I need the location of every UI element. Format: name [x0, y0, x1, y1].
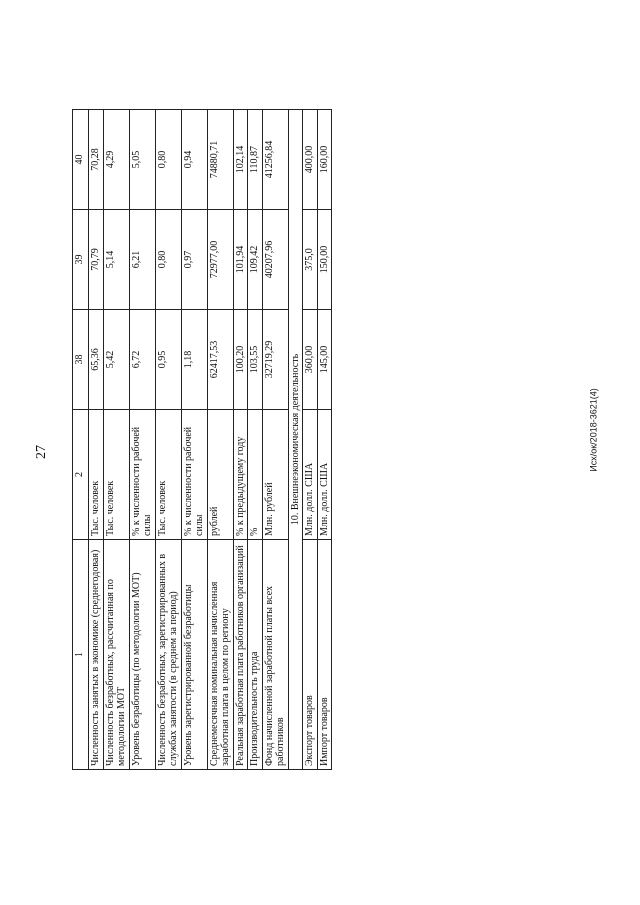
value-39: 101,94 — [233, 210, 248, 310]
indicator-name: Экспорт товаров — [303, 540, 318, 770]
value-40: 400,00 — [303, 110, 318, 210]
col-header-39: 39 — [73, 210, 89, 310]
indicator-name: Уровень зарегистрированной безработицы — [181, 540, 207, 770]
statistics-table — [72, 109, 332, 770]
table-row — [207, 110, 233, 770]
unit: % к численности рабочей силы — [181, 410, 207, 540]
unit: % к предыдущему году — [233, 410, 248, 540]
value-40: 102,14 — [233, 110, 248, 210]
table-row — [317, 110, 332, 770]
unit: Млн. рублей — [262, 410, 288, 540]
indicator-name: Уровень безработицы (по методологии МОТ) — [129, 540, 155, 770]
indicator-name: Производительность труда — [248, 540, 263, 770]
value-38: 360,00 — [303, 310, 318, 410]
unit: рублей — [207, 410, 233, 540]
value-40: 5,05 — [129, 110, 155, 210]
indicator-name: Численность безработных, зарегистрированных в службах занятости (в среднем за период) — [155, 540, 181, 770]
value-39: 375,0 — [303, 210, 318, 310]
table-row — [89, 110, 104, 770]
col-header-2: 2 — [73, 410, 89, 540]
value-40: 74880,71 — [207, 110, 233, 210]
table-row — [233, 110, 248, 770]
value-40: 4,29 — [103, 110, 129, 210]
unit: Млн. долл. США — [317, 410, 332, 540]
table-row — [303, 110, 318, 770]
document-code-text: Исх/ок/2018-3621(4) — [589, 388, 600, 472]
value-40: 0,94 — [181, 110, 207, 210]
unit: Тыс. человек — [89, 410, 104, 540]
indicator-name: Численность занятых в экономике (среднегодовая) — [89, 540, 104, 770]
value-38: 103,55 — [248, 310, 263, 410]
value-39: 0,97 — [181, 210, 207, 310]
value-40: 41256,84 — [262, 110, 288, 210]
value-38: 0,95 — [155, 310, 181, 410]
value-39: 40207,96 — [262, 210, 288, 310]
table-row — [181, 110, 207, 770]
value-38: 100,20 — [233, 310, 248, 410]
value-38: 6,72 — [129, 310, 155, 410]
value-39: 70,79 — [89, 210, 104, 310]
unit: Тыс. человек — [103, 410, 129, 540]
table-row — [262, 110, 288, 770]
table-header-row — [73, 110, 89, 770]
table-row — [103, 110, 129, 770]
unit: Млн. долл. США — [303, 410, 318, 540]
page-number: 27 — [34, 445, 49, 459]
value-40: 70,28 — [89, 110, 104, 210]
value-38: 5,42 — [103, 310, 129, 410]
col-header-38: 38 — [73, 310, 89, 410]
table-row — [155, 110, 181, 770]
value-40: 110,87 — [248, 110, 263, 210]
value-38: 1,18 — [181, 310, 207, 410]
value-39: 0,80 — [155, 210, 181, 310]
value-39: 72977,00 — [207, 210, 233, 310]
value-40: 160,00 — [317, 110, 332, 210]
indicator-name: Численность безработных, рассчитанная по методологии МОТ — [103, 540, 129, 770]
value-38: 65,36 — [89, 310, 104, 410]
table-container — [72, 110, 372, 770]
unit: Тыс. человек — [155, 410, 181, 540]
value-39: 150,00 — [317, 210, 332, 310]
value-40: 0,80 — [155, 110, 181, 210]
indicator-name: Среднемесячная номинальная начисленная заработная плата в целом по региону — [207, 540, 233, 770]
document-code — [585, 330, 603, 530]
section-title: 10. Внешнеэкономическая деятельность — [288, 110, 303, 770]
unit: % к численности рабочей силы — [129, 410, 155, 540]
value-39: 5,14 — [103, 210, 129, 310]
table-row — [129, 110, 155, 770]
indicator-name: Фонд начисленной заработной платы всех работников — [262, 540, 288, 770]
unit: % — [248, 410, 263, 540]
col-header-40: 40 — [73, 110, 89, 210]
value-38: 32719,29 — [262, 310, 288, 410]
col-header-1: 1 — [73, 540, 89, 770]
section-row — [288, 110, 303, 770]
value-39: 6,21 — [129, 210, 155, 310]
indicator-name: Реальная заработная плата работников организаций — [233, 540, 248, 770]
indicator-name: Импорт товаров — [317, 540, 332, 770]
value-38: 62417,53 — [207, 310, 233, 410]
rotated-table-block — [72, 110, 372, 770]
value-38: 145,00 — [317, 310, 332, 410]
value-39: 109,42 — [248, 210, 263, 310]
table-row — [248, 110, 263, 770]
